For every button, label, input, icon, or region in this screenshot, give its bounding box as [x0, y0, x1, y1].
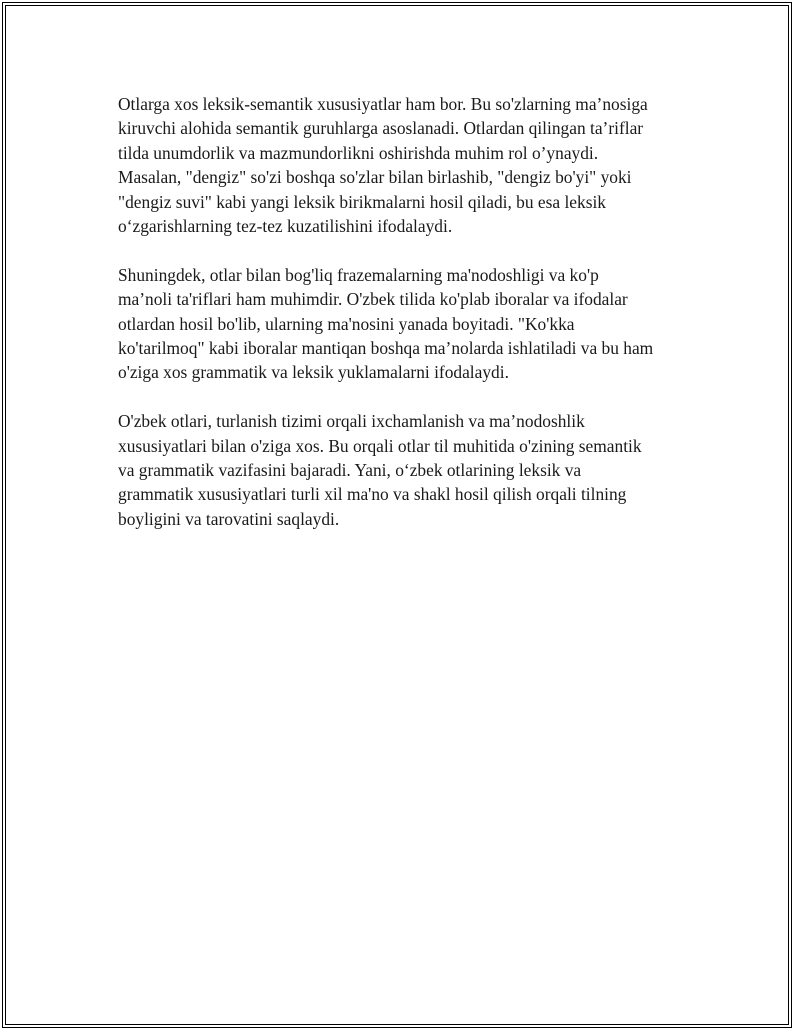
- text-line: va grammatik vazifasini bajaradi. Yani, o‘zbek otlarining leksik va: [118, 460, 582, 481]
- text-line: ko'tarilmoq" kabi iboralar mantiqan boshqa ma’nolarda ishlatiladi va bu ham: [118, 338, 654, 359]
- text-line: xususiyatlari bilan o'ziga xos. Bu orqali otlar til muhitida o'zining semantik: [118, 435, 642, 456]
- text-line: Shuningdek, otlar bilan bog'liq frazemalarning ma'nodoshligi va ko'p: [118, 264, 599, 285]
- text-line: otlardan hosil bo'lib, ularning ma'nosini yanada boyitadi. "Ko'kka: [118, 313, 575, 334]
- paragraph-3: [118, 409, 698, 531]
- text-line: o'ziga xos grammatik va leksik yuklamalarni ifodalaydi.: [118, 362, 509, 383]
- document-body: [118, 92, 698, 556]
- text-line: o‘zgarishlarning tez-tez kuzatilishini ifodalaydi.: [118, 216, 453, 237]
- text-line: kiruvchi alohida semantik guruhlarga asoslanadi. Otlardan qilingan ta’riflar: [118, 118, 644, 139]
- paragraph-2: [118, 263, 698, 385]
- text-line: Masalan, "dengiz" so'zi boshqa so'zlar bilan birlashib, "dengiz bo'yi" yoki: [118, 167, 632, 188]
- text-line: tilda unumdorlik va mazmundorlikni oshirishda muhim rol o’ynaydi.: [118, 142, 599, 163]
- text-line: boyligini va tarovatini saqlaydi.: [118, 508, 340, 529]
- text-line: grammatik xususiyatlari turli xil ma'no va shakl hosil qilish orqali tilning: [118, 484, 627, 505]
- paragraph-1: [118, 92, 698, 238]
- text-line: "dengiz suvi" kabi yangi leksik birikmalarni hosil qiladi, bu esa leksik: [118, 191, 607, 212]
- text-line: ma’noli ta'riflari ham muhimdir. O'zbek tilida ko'plab iboralar va ifodalar: [118, 289, 628, 310]
- text-line: Otlarga xos leksik-semantik xususiyatlar ham bor. Bu so'zlarning ma’nosiga: [118, 94, 648, 114]
- text-line: O'zbek otlari, turlanish tizimi orqali ixchamlanish va ma’nodoshlik: [118, 411, 585, 432]
